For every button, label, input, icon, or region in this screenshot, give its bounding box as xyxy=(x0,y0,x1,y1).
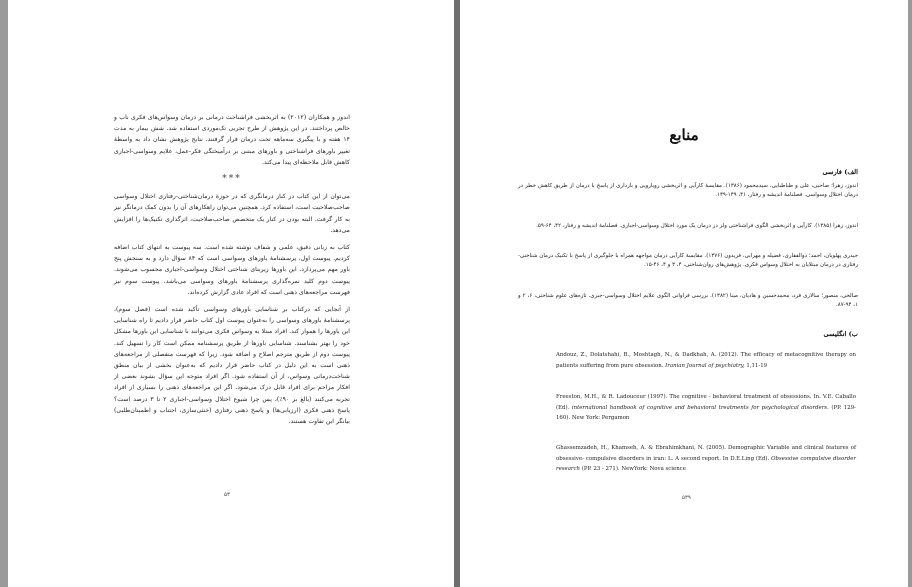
right-page xyxy=(460,0,908,587)
english-reference xyxy=(556,392,856,424)
viewer-background-left xyxy=(0,0,8,587)
persian-reference: اندوز، زهرا؛ صاحبی، علی و طباطبایی، سیدمحمود (۱۳۸۶). مقایسهٔ کارآیی و اثربخشی رویارویی و بازداری از پاسخ با درمان از طریق کاهش خطر در درمان اختلال وسواسی. فصلنامهٔ اندیشه و رفتار، ۴۱، ۱۴۹-۱۳۹. xyxy=(518,183,858,199)
reference-book-title: Obsessive compulsive disorder research xyxy=(556,455,856,473)
left-page-number: ۵۳ xyxy=(224,492,230,498)
english-reference xyxy=(556,443,856,475)
reference-text: (PP. 129-160). New York: Pergamon xyxy=(556,404,856,422)
reference-journal: Iranian Journal of psychiatry, xyxy=(665,362,745,369)
section-separator: *** xyxy=(222,174,242,185)
persian-reference: حیدری پهلویان، احمد؛ ذوالفقاری، فضیله و مهرابی، فریدون (۱۳۷۶). مقایسهٔ کارآیی درمان مواجهه همراه با جلوگیری از پاسخ با تکنیک درمان شناختی-رفتاری در درمان مبتلایان به اختلال وسواس فکری. پژوهش‌های روان‌شناختی، ۴، ۳ و ۴، ۴۶-۱۵. xyxy=(518,253,858,269)
persian-references-heading: الف) فارسی xyxy=(822,168,858,176)
paragraph: اندوز و همکاران (۲۰۱۲) به اثربخشی فراشناخت درمانی بر درمان وسواس‌های فکری ناب و خالص پرداختند. در این پژوهش از طرح تجربی تک‌موردی استفاده شد. شش بیمار به مدت ۱۴ هفته و با پیگیری سه‌ماهه تحت درمان قرار گرفتند. نتایج پژوهش نشان داد به واسطهٔ تغییر باورهای فراشناختی و باورهای مبتنی بر درآمیختگی فکر-عمل، علایم وسواسی-اجباری کاهش قابل ملاحظه‌ای پیدا می‌کند. xyxy=(114,114,350,166)
reference-text: Freeston, M.H., & R. Ladouceur (1997). The cognitive - behavioral treatment of obsessions. In. V.E. Caballo (Ed). xyxy=(556,394,856,411)
right-page-number: ۵۳۹ xyxy=(682,495,691,501)
persian-reference: صالحی، منصور؛ سالاری فرد، محمدحسین و هادیان، مینا (۱۳۸۲). بررسی فراوانی الگوی علایم اختلال وسواسی-جبری. تازه‌های علوم شناختی، ۶، ۲ و ۱، ۹۴-۸۷. xyxy=(518,293,858,309)
paragraph: کتاب به زبانی دقیق، علمی و شفاف نوشته شده است. سه پیوست به انتهای کتاب اضافه کردیم. پیوست اول، پرسشنامهٔ باورهای وسواسی است که ۸۴ سؤال دارد و به سنجش پنج باور مهم می‌پردازد. این باورها زیربنای شناختی اختلال وسواسی-اجباری محسوب می‌شوند. پیوست دوم کلید نمره‌گذاری پرسشنامهٔ باورهای وسواسی می‌باشد. پیوست سوم نیز فهرست مراجعه‌های ذهنی است که افراد عادی گزارش کرده‌اند. xyxy=(114,244,351,296)
paragraph: می‌توان از این کتاب در کنار درمانگری که در حوزهٔ درمان‌شناختی-رفتاری اختلال وسواسی صاحب‌صلاحیت است، استفاده کرد. همچنین می‌توان راهکارهای آن را بدون کمک درمانگر نیز به کار گرفت. البته بودن در کنار یک متخصص صاحب‌صلاحیت، اثرگذاری تکنیک‌ها را افزایش می‌دهد. xyxy=(114,193,350,234)
left-page xyxy=(8,0,454,587)
english-reference xyxy=(556,350,856,371)
reference-book-title: international handbook of cognitive and behavioral treatments for psychological disorders. xyxy=(571,404,829,411)
reference-text: Ghassemzadeh, H., Khamseh, A. & Ebrahimkhani, N. (2005). Demographic Variable and clinical features of obsessive- compulsive disorders in iran: L. A second report. In D.E.Ling (Ed). xyxy=(556,445,856,462)
english-references-heading: ب) انگلیسی xyxy=(823,330,858,338)
references-title: منابع xyxy=(669,126,699,144)
paragraph: از آنجایی که درکتاب بر شناسایی باورهای وسواسی تأکید شده است (فصل سوم)، پرسشنامهٔ باورهای وسواسی را به‌عنوان پیوست اول کتاب حاضر قرار دادیم تا راه شناسایی این باورها را هموار کند. افراد مبتلا به وسواس فکری می‌توانند با شناسایی این باورها مشکل خود را بهتر بشناسند. شناسایی باورها از طریق پرسشنامه ممکن است کار را تسهیل کند. پیوست دوم از طریق مترجم اصلاح و اضافه شود. زیرا که فهرست منفصلی از مراجعه‌های ذهنی است به این دلیل در کتاب حاضر قرار دادیم که به‌عنوان بخشی از بیان منطق شناخت‌درمانی وسواس، از آن استفاده شود. اگر افراد متوجه این سؤال بشوند بعضی از افکار مزاحم برای افراد قابل درک می‌شود. اگر این مراجعه‌های ذهنی را بسیاری از افراد تجربه می‌کنند (بالغ بر ۹۰٪)، پس چرا شیوع اختلال وسواسی-اجباری ۲ تا ۳ درصد است؟ پاسخ ذهنی فکری (ارزیابی‌ها) و پاسخ ذهنی رفتاری (خنثی‌سازی، اجتناب و اطمینان‌طلبی) بیانگر این تفاوت هستند. xyxy=(114,306,350,426)
reference-text: (PP. 23 - 271). NewYork: Nova science xyxy=(580,466,686,473)
left-page-body xyxy=(114,112,350,433)
reference-text: Andouz, Z., Dolatshahi, B., Moshtagh, N., & Dadkhah, A. (2012). The efficacy of metacognitive therapy on patients suffering from pure obsession. xyxy=(556,352,856,369)
viewer-background-right xyxy=(908,0,912,587)
reference-text: 1,11-19 xyxy=(744,362,768,369)
persian-reference: اندوز، زهرا (۱۳۸۵). کارآیی و اثربخشی الگوی فراشناختی ولز در درمان یک مورد اختلال وسواسی-اجباری. فصلنامهٔ اندیشه و رفتار، ۴۲، ۶۴-۵۹. xyxy=(536,223,858,229)
